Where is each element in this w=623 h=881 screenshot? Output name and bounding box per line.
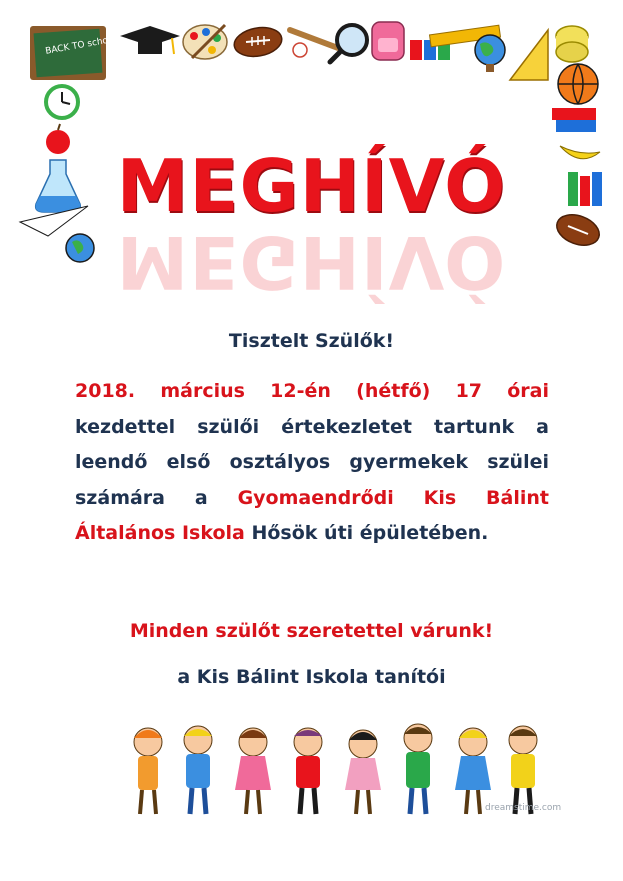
invitation-body <box>75 374 549 552</box>
magnifier-icon <box>330 25 367 62</box>
closing-line: Minden szülőt szeretettel várunk! <box>129 620 494 642</box>
child-4 <box>294 728 322 814</box>
graduation-cap-icon <box>120 26 180 54</box>
child-8 <box>509 726 537 814</box>
body-text-part-1: kezdettel szülői értekezletet tartunk a leendő első osztályos gyermekek szülei számára a <box>75 415 549 509</box>
backpack-icon <box>372 22 404 60</box>
child-6 <box>404 724 432 814</box>
title-reflection-text: MEGHÍVÓ <box>116 220 507 304</box>
greeting: Tisztelt Szülők! <box>228 330 395 352</box>
child-5 <box>345 730 381 814</box>
books-icon <box>552 108 596 132</box>
title-reflection <box>0 220 623 304</box>
child-2 <box>184 726 212 814</box>
signature: a Kis Bálint Iskola tanítói <box>177 666 446 688</box>
alarm-clock-icon <box>46 86 78 118</box>
set-square-icon <box>510 30 548 80</box>
child-7 <box>455 728 491 814</box>
chalkboard-text: BACK TO school <box>44 34 117 57</box>
body-text-part-2: Hősök úti épületében. <box>244 522 489 544</box>
school-name: Gyomaendrődi Kis Bálint Általános Iskola <box>75 486 549 544</box>
watermark: dreamstime.com <box>485 803 562 813</box>
paint-palette-icon <box>183 25 227 59</box>
football-icon <box>232 24 284 60</box>
child-1 <box>134 728 162 814</box>
basketball-icon <box>558 64 598 104</box>
child-3 <box>235 728 271 814</box>
chalkboard-illustration <box>30 26 117 80</box>
tape-roll-icon <box>556 26 588 62</box>
event-date-time: 2018. március 12-én (hétfő) 17 órai <box>75 380 549 402</box>
globe-icon <box>475 35 505 72</box>
baseball-bat-icon <box>290 30 338 57</box>
invitation-title: MEGHÍVÓ <box>116 144 507 228</box>
children-illustration <box>118 720 548 820</box>
